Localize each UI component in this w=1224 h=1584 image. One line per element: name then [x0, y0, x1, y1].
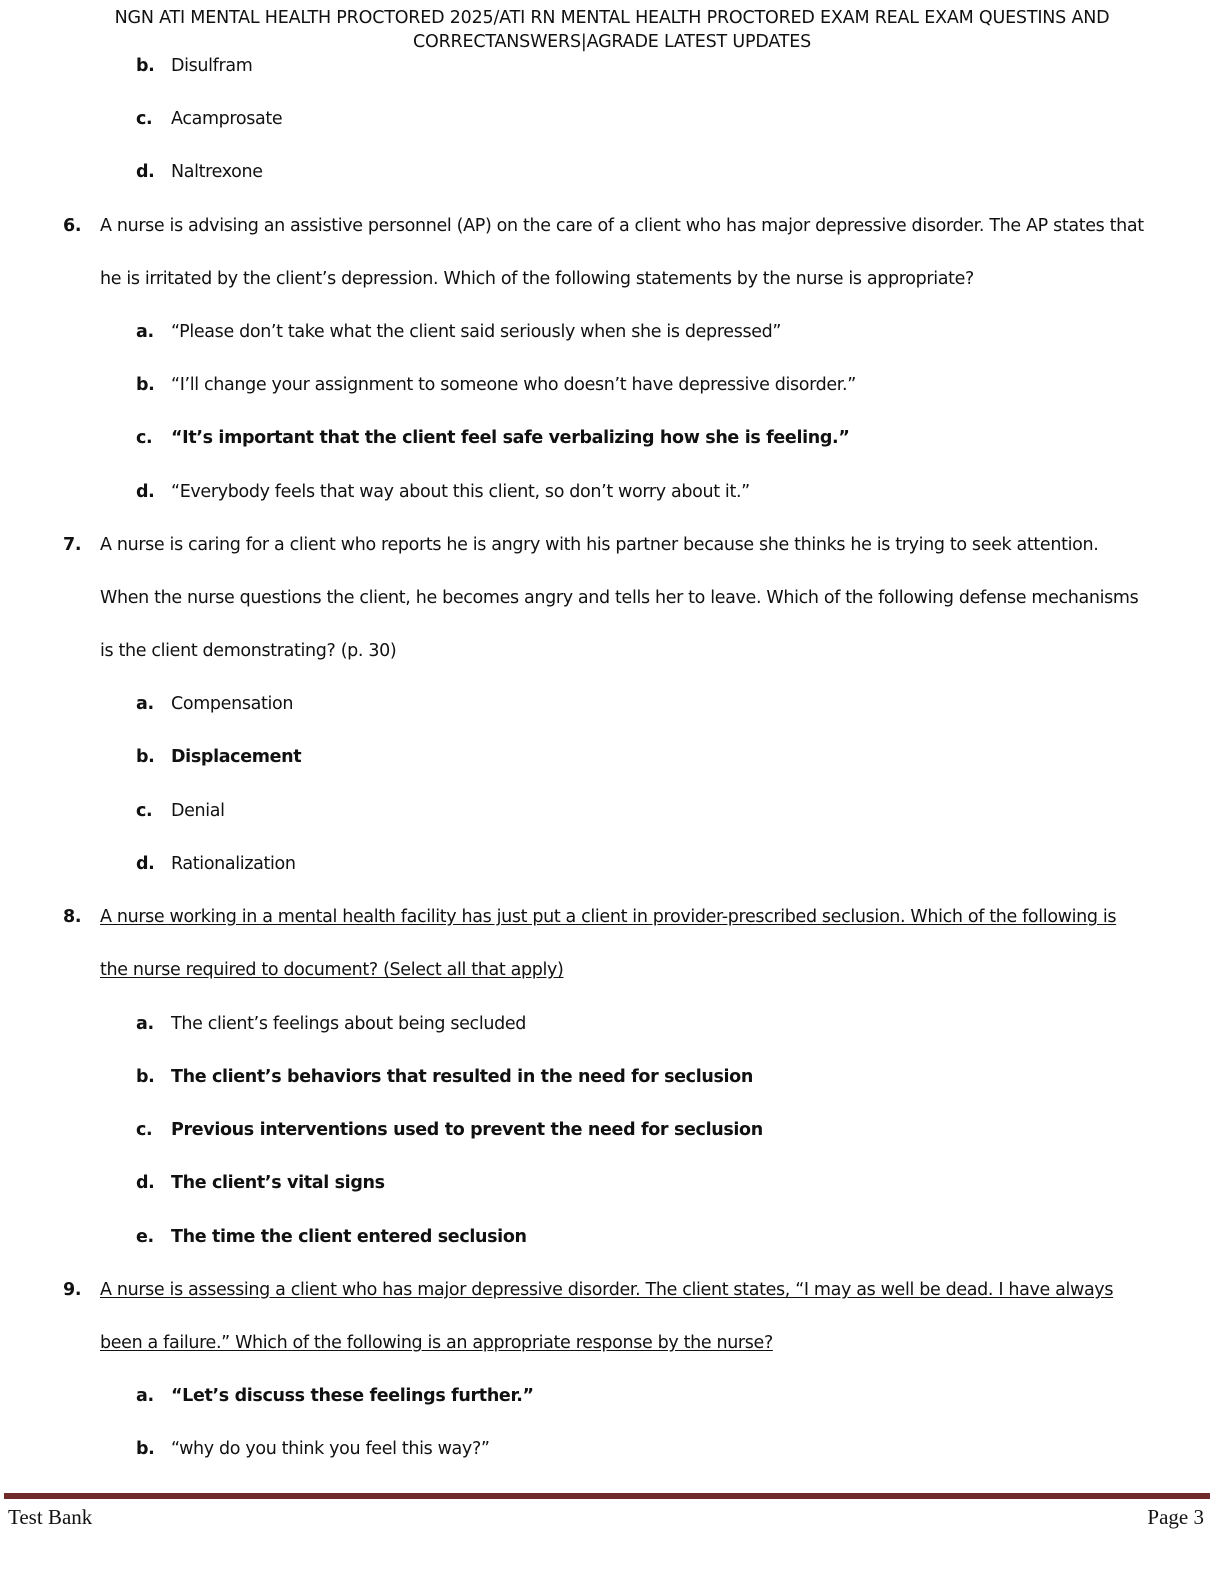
option-text: Compensation — [171, 694, 294, 714]
question-text: been a failure.” Which of the following is an appropriate response by the nurse? — [100, 1333, 773, 1353]
header-line-2: CORRECTANSWERS|AGRADE LATEST UPDATES — [412, 32, 812, 52]
option-text: Rationalization — [171, 854, 296, 874]
option-letter: b. — [136, 1439, 155, 1459]
option-text: Denial — [171, 801, 225, 821]
question-text: the nurse required to document? (Select all that apply) — [100, 960, 564, 980]
option-letter: a. — [136, 1386, 154, 1406]
option-letter: e. — [136, 1227, 154, 1247]
option-letter: a. — [136, 694, 154, 714]
option-text: Acamprosate — [171, 109, 283, 129]
option-letter: d. — [136, 854, 155, 874]
option-text: “Let’s discuss these feelings further.” — [171, 1386, 534, 1406]
question-text: When the nurse questions the client, he becomes angry and tells her to leave. Which of the following defense mechanisms — [100, 588, 1139, 608]
question-text: A nurse is assessing a client who has major depressive disorder. The client states, “I may as well be dead. I have always — [100, 1280, 1114, 1300]
option-letter: c. — [136, 1120, 153, 1140]
option-text: “Everybody feels that way about this client, so don’t worry about it.” — [171, 482, 750, 502]
question-text: A nurse is caring for a client who reports he is angry with his partner because she thinks he is trying to seek attention. — [100, 535, 1099, 555]
question-number: 9. — [63, 1280, 82, 1300]
option-letter: d. — [136, 1173, 155, 1193]
option-letter: d. — [136, 482, 155, 502]
question-number: 8. — [63, 907, 82, 927]
question-number: 7. — [63, 535, 82, 555]
option-text: The time the client entered seclusion — [171, 1227, 527, 1247]
option-text: Displacement — [171, 747, 302, 767]
option-text: “I’ll change your assignment to someone who doesn’t have depressive disorder.” — [171, 375, 856, 395]
header-line-1: NGN ATI MENTAL HEALTH PROCTORED 2025/ATI RN MENTAL HEALTH PROCTORED EXAM REAL EXAM QUESTINS AND — [114, 8, 1110, 28]
option-text: Naltrexone — [171, 162, 263, 182]
page-number: Page 3 — [1147, 1505, 1204, 1529]
question-number: 6. — [63, 216, 82, 236]
option-text: “why do you think you feel this way?” — [171, 1439, 490, 1459]
option-letter: a. — [136, 1014, 154, 1034]
page-header — [0, 6, 1224, 54]
option-text: The client’s behaviors that resulted in the need for seclusion — [171, 1067, 753, 1087]
option-letter: b. — [136, 375, 155, 395]
option-text: Previous interventions used to prevent the need for seclusion — [171, 1120, 763, 1140]
footer-title: Test Bank — [8, 1505, 93, 1529]
question-text: he is irritated by the client’s depression. Which of the following statements by the nurse is appropriate? — [100, 269, 974, 289]
option-text: The client’s vital signs — [171, 1173, 385, 1193]
question-text: is the client demonstrating? (p. 30) — [100, 641, 397, 661]
question-text: A nurse is advising an assistive personnel (AP) on the care of a client who has major depressive disorder. The AP states that — [100, 216, 1144, 236]
option-letter: d. — [136, 162, 155, 182]
question-text: A nurse working in a mental health facility has just put a client in provider-prescribed seclusion. Which of the following is — [100, 907, 1117, 927]
option-letter: b. — [136, 747, 155, 767]
option-letter: c. — [136, 801, 153, 821]
option-letter: c. — [136, 109, 153, 129]
footer-divider — [4, 1493, 1210, 1499]
option-letter: c. — [136, 428, 153, 448]
option-letter: b. — [136, 1067, 155, 1087]
option-text: The client’s feelings about being secluded — [171, 1014, 527, 1034]
option-letter: a. — [136, 322, 154, 342]
option-text: “It’s important that the client feel safe verbalizing how she is feeling.” — [171, 428, 850, 448]
option-text: “Please don’t take what the client said seriously when she is depressed” — [171, 322, 782, 342]
option-letter: b. — [136, 56, 155, 76]
option-text: Disulfram — [171, 56, 253, 76]
